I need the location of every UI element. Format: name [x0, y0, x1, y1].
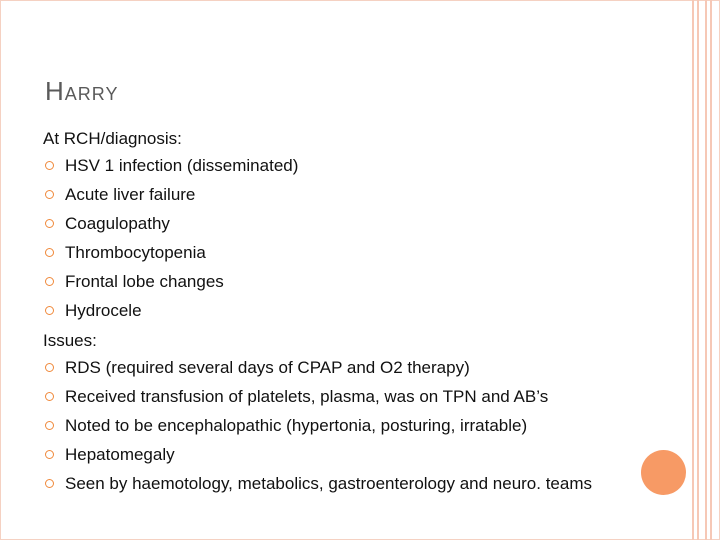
bullet-item: Acute liver failure: [43, 182, 643, 211]
decorative-stripe: [710, 0, 712, 540]
bullet-item: Received transfusion of platelets, plasma, was on TPN and AB’s: [43, 384, 643, 413]
bullet-circle-icon: [45, 363, 54, 372]
bullet-item: Coagulopathy: [43, 211, 643, 240]
decorative-stripe: [697, 0, 699, 540]
bullet-item: Thrombocytopenia: [43, 240, 643, 269]
bullet-item: RDS (required several days of CPAP and O2 therapy): [43, 355, 643, 384]
decorative-circle: [641, 450, 686, 495]
decorative-stripe: [692, 0, 694, 540]
bullet-item: Hepatomegaly: [43, 442, 643, 471]
bullet-circle-icon: [45, 161, 54, 170]
bullet-circle-icon: [45, 219, 54, 228]
bullet-circle-icon: [45, 306, 54, 315]
slide-content: [43, 125, 643, 500]
bullet-circle-icon: [45, 190, 54, 199]
bullet-circle-icon: [45, 479, 54, 488]
section-heading-issues: Issues:: [43, 331, 97, 350]
bullet-circle-icon: [45, 277, 54, 286]
bullet-circle-icon: [45, 392, 54, 401]
decorative-stripe: [705, 0, 707, 540]
section-heading-diagnosis: At RCH/diagnosis:: [43, 129, 182, 148]
bullet-circle-icon: [45, 421, 54, 430]
bullet-item: Noted to be encephalopathic (hypertonia, posturing, irratable): [43, 413, 643, 442]
bullet-circle-icon: [45, 248, 54, 257]
slide-title: Harry: [45, 76, 119, 106]
bullet-item: Seen by haemotology, metabolics, gastroenterology and neuro. teams: [43, 471, 643, 500]
bullet-item: HSV 1 infection (disseminated): [43, 153, 643, 182]
bullet-circle-icon: [45, 450, 54, 459]
bullet-item: Frontal lobe changes: [43, 269, 643, 298]
bullet-item: Hydrocele: [43, 298, 643, 327]
